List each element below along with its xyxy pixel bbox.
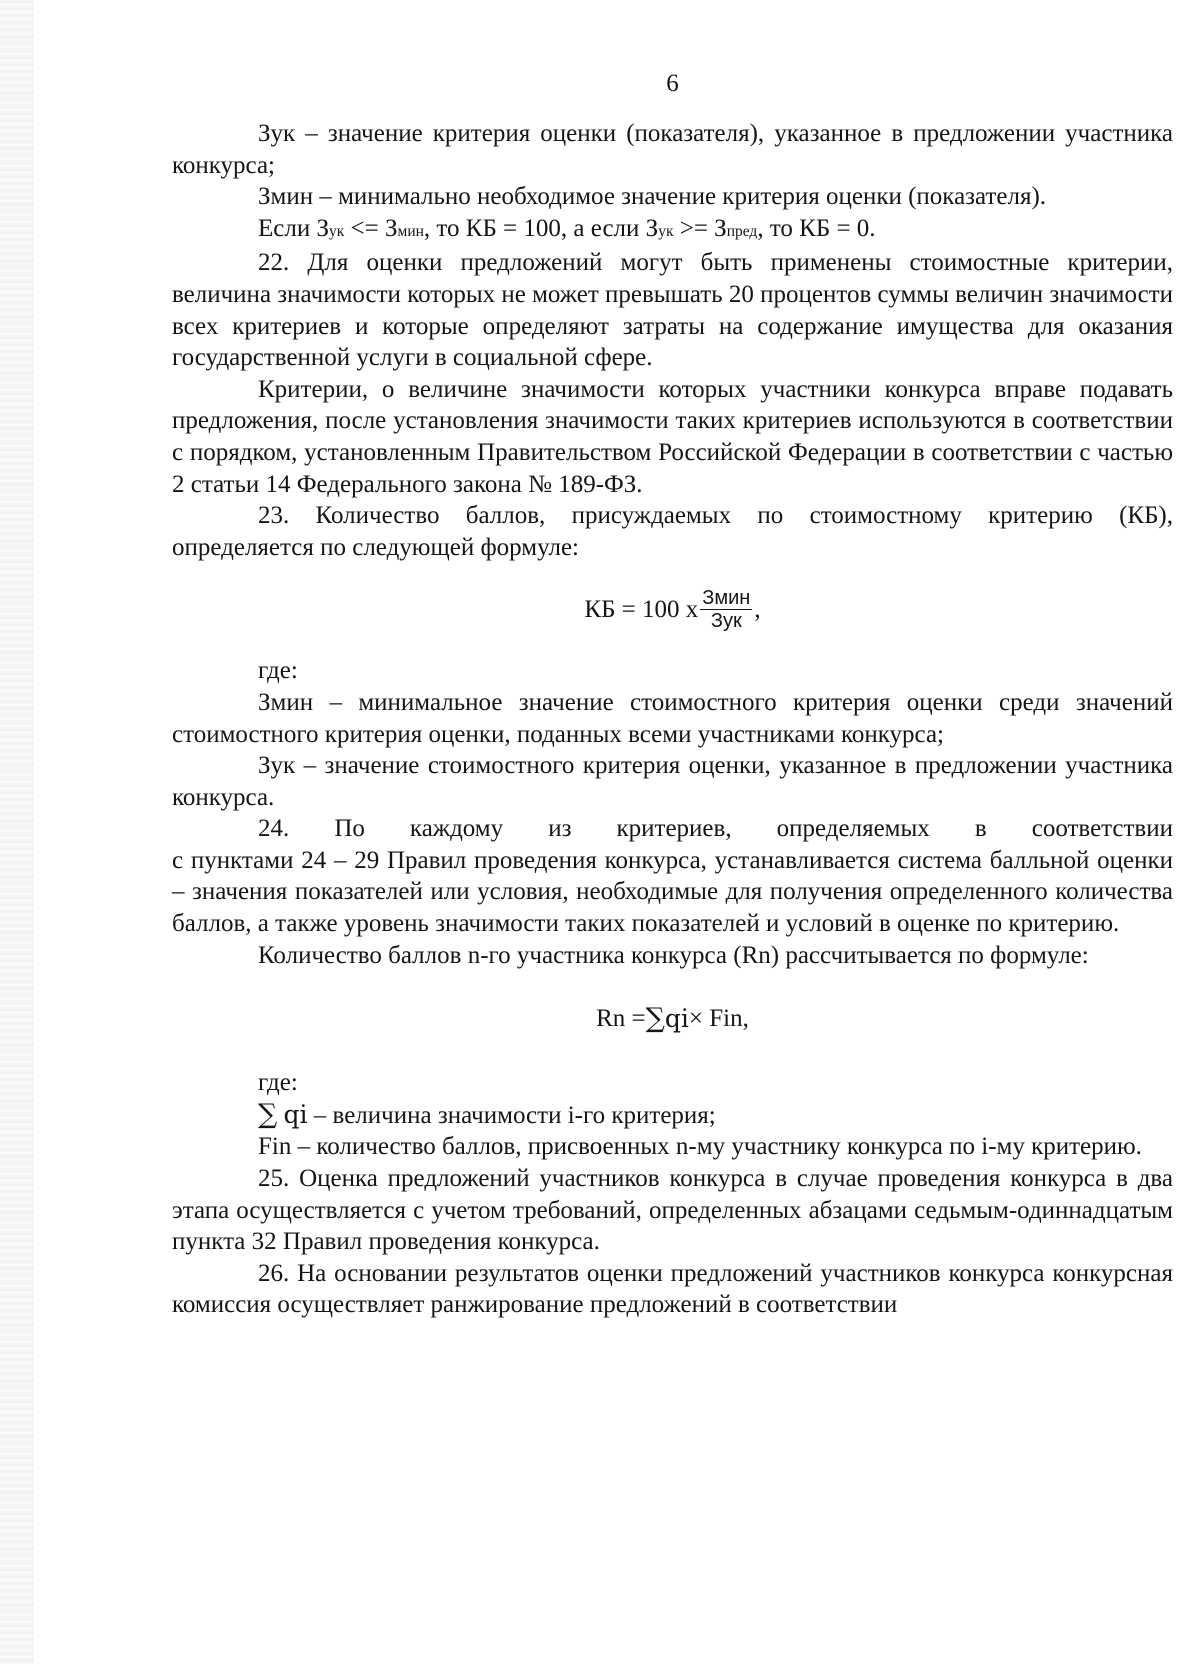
formula-kb-fraction (700, 587, 752, 632)
para-sum-qi: ∑ qi – величина значимости i-го критерия; (258, 1098, 716, 1130)
qi-inline: qi (283, 1099, 308, 1129)
para-zmin-definition: Змин – минимально необходимое значение критерия оценки (показателя). (258, 183, 1047, 211)
para-rn: Количество баллов n-го участника конкурса (Rn) рассчитывается по формуле: (258, 941, 1089, 969)
para-23: 23. Количество баллов, присуждаемых по стоимостному критерию (КБ), определяется по следующей формуле: (172, 502, 1173, 561)
sum-symbol-inline: ∑ (258, 1098, 278, 1130)
formula-kb-lhs: КБ = 100 х (584, 595, 699, 623)
para-24-line1: 24. По каждому из критериев, определяемых в соответствии (258, 815, 1173, 843)
page-number: 6 (666, 70, 679, 97)
where-label-1: где: (258, 657, 298, 685)
formula-kb-denominator: Зук (710, 609, 742, 632)
formula-kb (172, 563, 1173, 655)
where-label-2: где: (258, 1069, 298, 1097)
formula-rn (172, 971, 1173, 1067)
para-kb-condition: Если Зук <= Змин, то КБ = 100, а если Зук >= Зпред, то КБ = 0. (258, 214, 876, 242)
para-criteria: Критерии, о величине значимости которых участники конкурса вправе подавать предложения, после установления значимости таких критериев используются в соответствии с порядком, установленным Правительством Российской Федерации в соответствии с частью 2 статьи 14 Федерального закона № 189-ФЗ. (172, 375, 1173, 498)
para-zmin-cost: Змин – минимальное значение стоимостного критерия оценки среди значений стоимостного критерия оценки, поданных всеми участниками конкурса; (172, 688, 1173, 748)
para-fin: Fin – количество баллов, присвоенных n-му участнику конкурса по i-му критерию. (258, 1133, 1142, 1161)
para-22: 22. Для оценки предложений могут быть применены стоимостные критерии, величина значимости которых не может превышать 20 процентов суммы величин значимости всех критериев и которые определяют затраты на содержание имущества для оказания государственной услуги в социальной сфере. (172, 249, 1173, 372)
formula-rn-rhs: × Fin, (688, 1005, 749, 1033)
para-zuk-definition: Зук – значение критерия оценки (показателя), указанное в предложении участника конкурса; (172, 120, 1173, 179)
para-24-rest: с пунктами 24 – 29 Правил проведения конкурса, устанавливается система балльной оценки – значения показателей или условия, необходимые для получения определенного количества баллов, а также уровень значимости таких показателей и условий в оценке по критерию. (172, 846, 1173, 938)
para-zuk-cost: Зук – значение стоимостного критерия оценки, указанное в предложении участника конкурса. (172, 752, 1173, 811)
para-26: 26. На основании результатов оценки предложений участников конкурса конкурсная комиссия осуществляет ранжирование предложений в соответствии (172, 1259, 1173, 1319)
formula-kb-trail: , (754, 595, 761, 623)
document-body (172, 118, 1173, 1321)
para-25: 25. Оценка предложений участников конкурса в случае проведения конкурса в два этапа осуществляется с учетом требований, определенных абзацами седьмым-одиннадцатым пункта 32 Правил проведения конкурса. (172, 1165, 1173, 1256)
formula-kb-numerator: Змин (702, 586, 751, 609)
formula-rn-lhs: Rn = (596, 1005, 646, 1033)
formula-rn-qi: qi (664, 1004, 689, 1034)
sum-symbol: ∑ (645, 1003, 665, 1035)
scan-edge-artifact (0, 0, 34, 1664)
